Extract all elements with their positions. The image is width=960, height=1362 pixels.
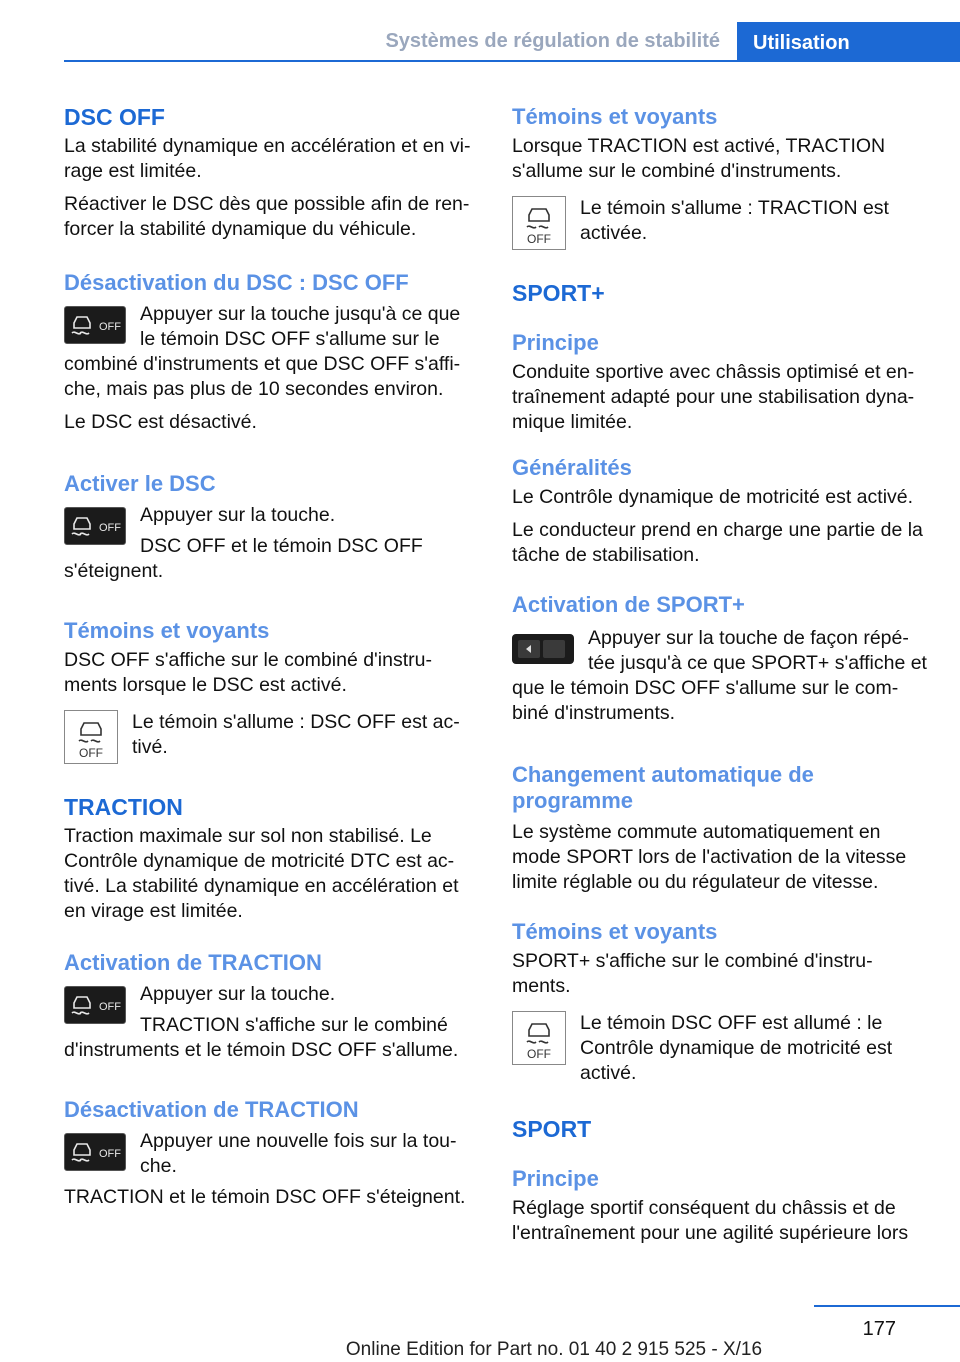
dsc-off-warning-lamp-icon: [64, 710, 118, 764]
sport-heading: SPORT: [512, 1116, 592, 1142]
indicators-text-2: Lorsque TRACTION est activé, TRACTION s'allume sur le combiné d'instruments.: [512, 135, 886, 182]
header-section-title: Systèmes de régulation de stabilité: [385, 30, 720, 52]
dsc-off-text-1: La stabilité dynamique en accélération et en vi-rage est limitée.: [64, 135, 471, 182]
dsc-deactivated-text: Le DSC est désactivé.: [64, 411, 257, 433]
dsc-off-text-2: Réactiver le DSC dès que possible afin de ren-forcer la stabilité dynamique du véhicule.: [64, 193, 470, 240]
principle-heading-1: Principe: [512, 330, 599, 355]
sport-plus-heading: SPORT+: [512, 280, 605, 306]
footer-rule: [814, 1305, 960, 1307]
deactivation-dsc-heading: Désactivation du DSC : DSC OFF: [64, 270, 409, 295]
deactivation-traction-text-1: Appuyer une nouvelle fois sur la tou-che.: [140, 1130, 457, 1177]
left-column: [64, 104, 479, 1210]
off-label: OFF: [79, 746, 103, 760]
principle-text-2: Réglage sportif conséquent du châssis et de l'entraînement pour une agilité supérieure lors: [512, 1197, 909, 1244]
deactivation-traction-text-2: TRACTION et le témoin DSC OFF s'éteignent.: [64, 1186, 466, 1208]
principle-text-1: Conduite sportive avec châssis optimisé et en-traînement adapté pour une stabilisation dyna-mique limitée.: [512, 361, 915, 433]
indicators-lamp-text-2: Le témoin s'allume : TRACTION est activée.: [580, 197, 889, 244]
dsc-off-warning-lamp-icon: [512, 1011, 566, 1065]
traction-heading: TRACTION: [64, 794, 183, 820]
dsc-off-button-icon: [64, 306, 126, 344]
general-heading: Généralités: [512, 455, 632, 480]
driving-mode-switch-icon: [512, 634, 574, 664]
principle-heading-2: Principe: [512, 1166, 599, 1191]
automatic-change-heading: Changement automatique de programme: [512, 762, 814, 813]
indicators-heading-1: Témoins et voyants: [64, 618, 270, 643]
general-text-1: Le Contrôle dynamique de motricité est activé.: [512, 486, 914, 508]
traction-text: Traction maximale sur sol non stabilisé. Le Contrôle dynamique de motricité DTC est ac-tivé. La stabilité dynamique en accélération et en virage est limitée.: [64, 825, 459, 922]
off-label: OFF: [99, 321, 121, 333]
indicators-lamp-text-3: Le témoin DSC OFF est allumé : le Contrôle dynamique de motricité est activé.: [580, 1012, 893, 1084]
general-text-2: Le conducteur prend en charge une partie de la tâche de stabilisation.: [512, 519, 923, 566]
indicators-heading-2: Témoins et voyants: [512, 104, 718, 129]
activate-dsc-text-1: Appuyer sur la touche.: [140, 504, 336, 526]
activate-dsc-heading: Activer le DSC: [64, 471, 216, 496]
off-label: OFF: [527, 232, 551, 246]
dsc-off-heading: DSC OFF: [64, 104, 165, 130]
off-label: OFF: [99, 1148, 121, 1160]
indicators-lamp-text-1: Le témoin s'allume : DSC OFF est ac-tivé.: [132, 711, 460, 758]
header-rule: [64, 60, 960, 62]
indicators-heading-3: Témoins et voyants: [512, 919, 718, 944]
edition-footer: Online Edition for Part no. 01 40 2 915 525 - X/16: [345, 1339, 763, 1360]
indicators-text-1: DSC OFF s'affiche sur le combiné d'instru-ments lorsque le DSC est activé.: [64, 649, 432, 696]
dsc-off-button-icon: [64, 1133, 126, 1171]
header-chapter-tab: Utilisation: [737, 22, 960, 62]
activation-sport-plus-text: Appuyer sur la touche de façon répé-tée jusqu'à ce que SPORT+ s'affiche et que le témoin DSC OFF s'allume sur le com-biné d'instruments.: [512, 627, 927, 724]
off-label: OFF: [527, 1047, 551, 1061]
off-label: OFF: [99, 1001, 121, 1013]
activation-traction-text-1: Appuyer sur la touche.: [140, 983, 336, 1005]
activate-dsc-text-2: DSC OFF et le témoin DSC OFF s'éteignent.: [64, 535, 423, 582]
automatic-change-text: Le système commute automatiquement en mode SPORT lors de l'activation de la vitesse limite réglable ou du régulateur de vitesse.: [512, 821, 907, 893]
traction-warning-lamp-icon: [512, 196, 566, 250]
dsc-off-button-icon: [64, 507, 126, 545]
deactivation-traction-heading: Désactivation de TRACTION: [64, 1097, 359, 1122]
activation-traction-heading: Activation de TRACTION: [64, 950, 322, 975]
off-label: OFF: [99, 522, 121, 534]
deactivation-dsc-text: Appuyer sur la touche jusqu'à ce que le témoin DSC OFF s'allume sur le combiné d'instruments et que DSC OFF s'affi-che, mais pas plus de 10 secondes environ.: [64, 303, 461, 400]
page-number: 177: [862, 1318, 896, 1340]
right-column: [512, 104, 927, 1246]
activation-sport-plus-heading: Activation de SPORT+: [512, 592, 745, 617]
indicators-text-3: SPORT+ s'affiche sur le combiné d'instru-ments.: [512, 950, 873, 997]
activation-traction-text-2: TRACTION s'affiche sur le combiné d'instruments et le témoin DSC OFF s'allume.: [64, 1014, 459, 1061]
dsc-off-button-icon: [64, 986, 126, 1024]
